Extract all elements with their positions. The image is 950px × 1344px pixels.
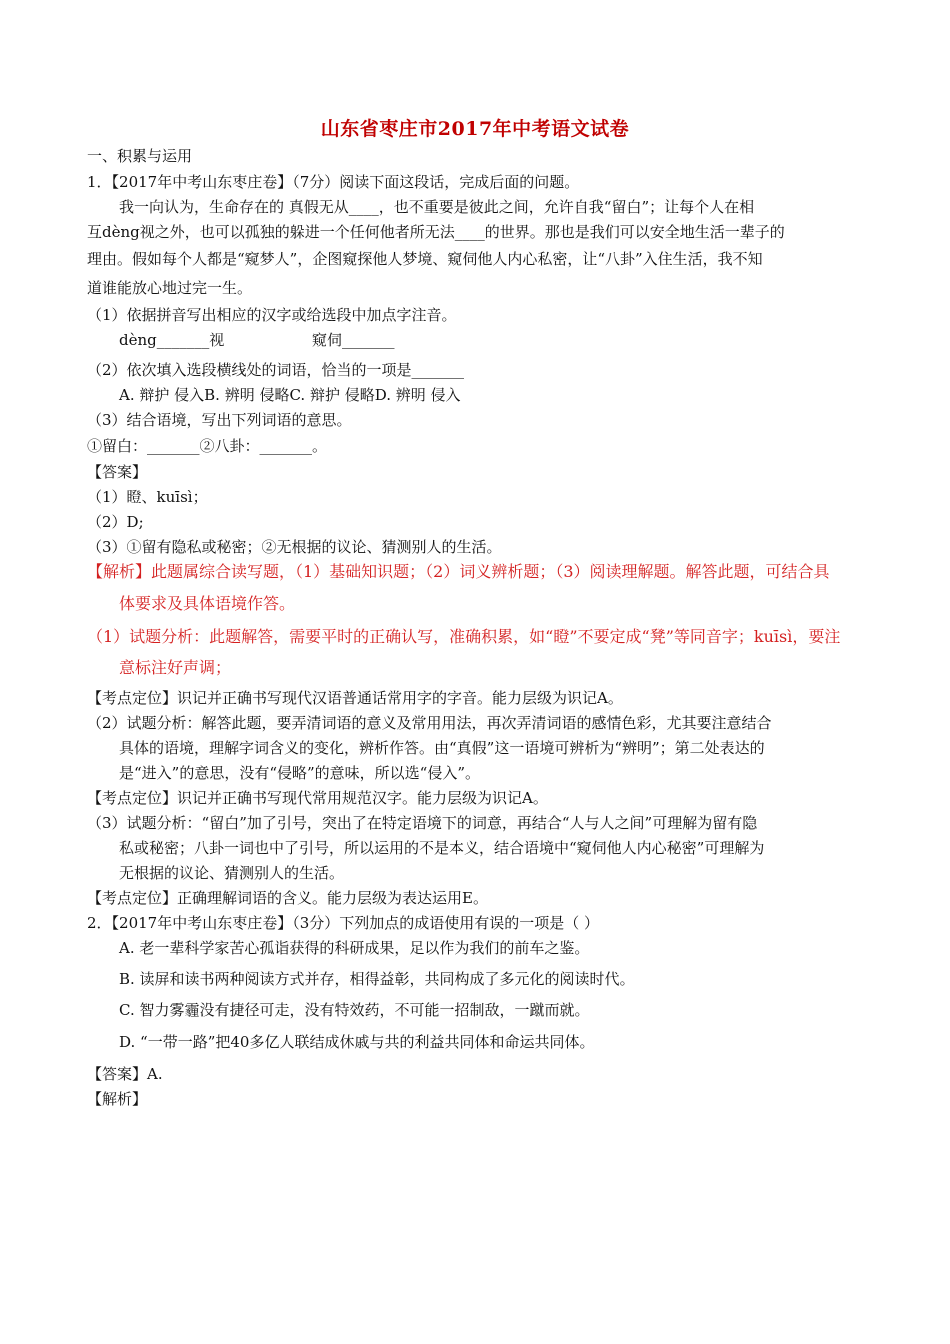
analysis-line: （3）试题分析：“留白”加了引号，突出了在特定语境下的词意，再结合“人与人之间”可理解为留有隐 <box>87 814 758 832</box>
exam-title: 山东省枣庄市2017年中考语文试卷 <box>320 118 630 140</box>
q1-options: A. 辩护 侵入B. 辨明 侵略C. 辩护 侵略D. 辨明 侵入 <box>119 386 461 404</box>
analysis-line: 无根据的议论、猜测别人的生活。 <box>119 864 345 882</box>
analysis-red-line: （1）试题分析：此题解答，需要平时的正确认写，准确积累，如“瞪”不要定成“凳”等同音字；kuīsì，要注 <box>87 627 841 646</box>
passage-line: 理由。假如每个人都是“窥梦人”，企图窥探他人梦境、窥伺他人内心私密，让“八卦”入住生活，我不知 <box>87 250 763 268</box>
q1-sub2: （2）依次填入选段横线处的词语，恰当的一项是_______ <box>87 361 465 379</box>
q1-sub1: （1）依据拼音写出相应的汉字或给选段中加点字注音。 <box>87 306 457 324</box>
knowledge-point: 【考点定位】识记并正确书写现代常用规范汉字。能力层级为识记A。 <box>87 789 548 807</box>
answer-line: （1）瞪、kuīsì； <box>87 488 208 506</box>
q2-option: D. “一带一路”把40多亿人联结成休戚与共的利益共同体和命运共同体。 <box>119 1033 595 1051</box>
analysis-line: 是“进入”的意思，没有“侵略”的意味，所以选“侵入”。 <box>119 764 481 782</box>
answer-line: （2）D; <box>87 513 144 531</box>
q2-answer: 【答案】A. <box>87 1065 163 1083</box>
analysis-red-line: 意标注好声调； <box>119 658 232 677</box>
analysis-red-line: 体要求及具体语境作答。 <box>119 594 296 613</box>
analysis-red-line: 【解析】此题属综合读写题，（1）基础知识题；（2）词义辨析题；（3）阅读理解题。解答此题，可结合具 <box>87 562 830 581</box>
q2-option: A. 老一辈科学家苦心孤诣获得的科研成果，足以作为我们的前车之鉴。 <box>119 939 590 957</box>
q1-header: 1．【2017年中考山东枣庄卷】（7分）阅读下面这段话，完成后面的问题。 <box>87 173 580 191</box>
q1-sub3-blanks: ①留白：_______②八卦：_______。 <box>87 437 328 455</box>
q2-option: C. 智力雾霾没有捷径可走，没有特效药，不可能一招制敌，一蹴而就。 <box>119 1001 590 1019</box>
analysis-line: 具体的语境，理解字词含义的变化，辨析作答。由“真假”这一语境可辨析为“辨明”；第二处表达的 <box>119 739 765 757</box>
q2-option: B. 读屏和读书两种阅读方式并存，相得益彰，共同构成了多元化的阅读时代。 <box>119 970 635 988</box>
knowledge-point: 【考点定位】正确理解词语的含义。能力层级为表达运用E。 <box>87 889 488 907</box>
answer-label: 【答案】 <box>87 463 148 481</box>
q2-header: 2．【2017年中考山东枣庄卷】（3分）下列加点的成语使用有误的一项是（ ） <box>87 914 600 932</box>
section-heading: 一、积累与运用 <box>87 147 193 165</box>
q1-sub3: （3）结合语境，写出下列词语的意思。 <box>87 411 352 429</box>
analysis-line: 私或秘密；八卦一词也中了引号，所以运用的不是本义，结合语境中“窥伺他人内心秘密”可理解为 <box>119 839 765 857</box>
q2-analysis-label: 【解析】 <box>87 1090 148 1108</box>
knowledge-point: 【考点定位】识记并正确书写现代汉语普通话常用字的字音。能力层级为识记A。 <box>87 689 623 707</box>
passage-line: 道谁能放心地过完一生。 <box>87 279 253 297</box>
q1-sub1-blank-b: 窥伺_______ <box>312 331 395 349</box>
passage-line: 互dèng视之外，也可以孤独的躲进一个任何他者所无法____的世界。那也是我们可以安全地生活一辈子的 <box>87 223 785 241</box>
analysis-line: （2）试题分析：解答此题，要弄清词语的意义及常用用法，再次弄清词语的感情色彩，尤其要注意结合 <box>87 714 772 732</box>
q1-sub1-blank-a: dèng_______视 <box>119 331 225 349</box>
answer-line: （3）①留有隐私或秘密；②无根据的议论、猜测别人的生活。 <box>87 538 502 556</box>
passage-line: 我一向认为，生命存在的 真假无从____，也不重要是彼此之间，允许自我“留白”；让每个人在相 <box>119 198 755 216</box>
